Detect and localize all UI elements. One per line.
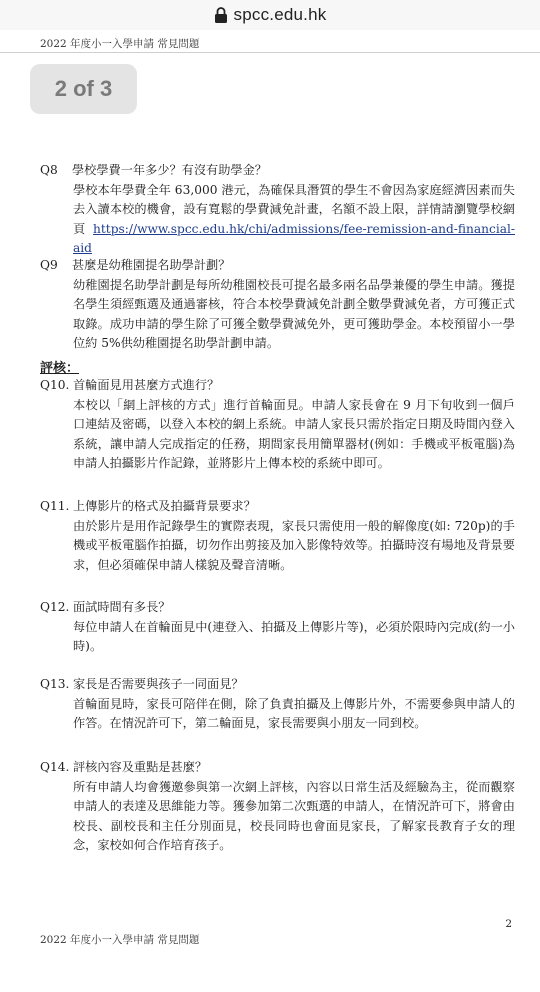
faq-item-q10 (40, 376, 515, 474)
document-header: 2022 年度小一入學申請 常見問題 (40, 38, 200, 50)
url-text[interactable]: spcc.edu.hk (233, 5, 327, 24)
question-number: Q9 (40, 258, 58, 272)
question-text: 甚麼是幼稚園提名助學計劃？ (72, 258, 231, 272)
answer-text: 由於影片是用作記錄學生的實際表現，家長只需使用一般的解像度(如: 720p)的手機或平板電腦作拍攝，切勿作出剪接及加入影像特效等。拍攝時沒有場地及背景要求，但必須確保申請人樣貌及聲音清晰。 (73, 518, 515, 572)
question-text: 評核內容及重點是甚麼？ (73, 760, 208, 774)
faq-item-q8 (40, 161, 515, 259)
question-text: 上傳影片的格式及拍攝背景要求？ (73, 499, 256, 513)
faq-item-q11 (40, 497, 515, 575)
question-number: Q14. (40, 760, 70, 774)
faq-item-q9 (40, 256, 515, 354)
assessment-heading: 評核： (40, 361, 80, 376)
question-number: Q11. (40, 499, 70, 513)
question-text: 面試時間有多長？ (73, 600, 171, 614)
question-text: 學校學費一年多少？有沒有助學金？ (72, 163, 267, 177)
question-text: 家長是否需要與孩子一同面見？ (73, 677, 244, 691)
page-indicator-label: 2 of 3 (54, 76, 113, 101)
answer-text: 所有申請人均會獲邀參與第一次網上評核，內容以日常生活及經驗為主，從而觀察申請人的表達及思維能力等。獲參加第二次甄選的申請人，在情況許可下，將會由校長、副校長和主任分別面見，校長同時也會面見家長，了解家長教育子女的理念，家校如何合作培育孩子。 (73, 779, 515, 852)
faq-item-q12 (40, 598, 515, 657)
question-number: Q12. (40, 600, 70, 614)
lock-icon (214, 6, 228, 24)
page-indicator (30, 64, 137, 114)
answer-body: 學校本年學費全年 63,000 港元，為確保具潛質的學生不會因為家庭經濟因素而失去入讀本校的機會，設有寬鬆的學費減免計畫，名額不設上限，詳情請瀏覽學校網頁 (73, 182, 515, 236)
question-number: Q8 (40, 163, 58, 177)
question-number: Q10. (40, 378, 70, 392)
answer-text: 每位申請人在首輪面見中(連登入、拍攝及上傳影片等)，必須於限時內完成(約一小時)。 (73, 619, 515, 653)
faq-item-q14 (40, 758, 515, 856)
document-footer: 2022 年度小一入學申請 常見問題 (40, 934, 200, 946)
question-number: Q13. (40, 677, 70, 691)
page-number: 2 (505, 918, 512, 930)
header-divider (0, 52, 540, 53)
faq-item-q13 (40, 675, 515, 734)
answer-text (73, 181, 515, 259)
answer-text: 幼稚園提名助學計劃是每所幼稚園校長可提名最多兩名品學兼優的學生申請。獲提名學生須經甄選及通過審核，符合本校學費減免計劃全數學費減免者，方可獲正式取錄。成功申請的學生除了可獲全數學費減免外，更可獲助學金。本校預留小一學位約 5%供幼稚園提名助學計劃申請。 (73, 277, 515, 350)
answer-text: 首輪面見時，家長可陪伴在側，除了負責拍攝及上傳影片外，不需要參與申請人的作答。在情況許可下，第二輪面見，家長需要與小朋友一同到校。 (73, 696, 515, 730)
question-text: 首輪面見用甚麼方式進行？ (73, 378, 220, 392)
answer-text: 本校以「網上評核的方式」進行首輪面見。申請人家長會在 9 月下旬收到一個戶口連結及密碼，以登入本校的網上系統。申請人家長只需於指定日期及時間內登入系統，讓申請人完成指定的任務，期間家長用簡單器材(例如：手機或平板電腦)為申請人拍攝影片作記錄，並將影片上傳本校的系統中即可。 (73, 397, 515, 470)
fee-remission-link[interactable]: https://www.spcc.edu.hk/chi/admissions/fee-remission-and-financial-aid (73, 221, 515, 255)
address-bar[interactable] (0, 0, 540, 30)
